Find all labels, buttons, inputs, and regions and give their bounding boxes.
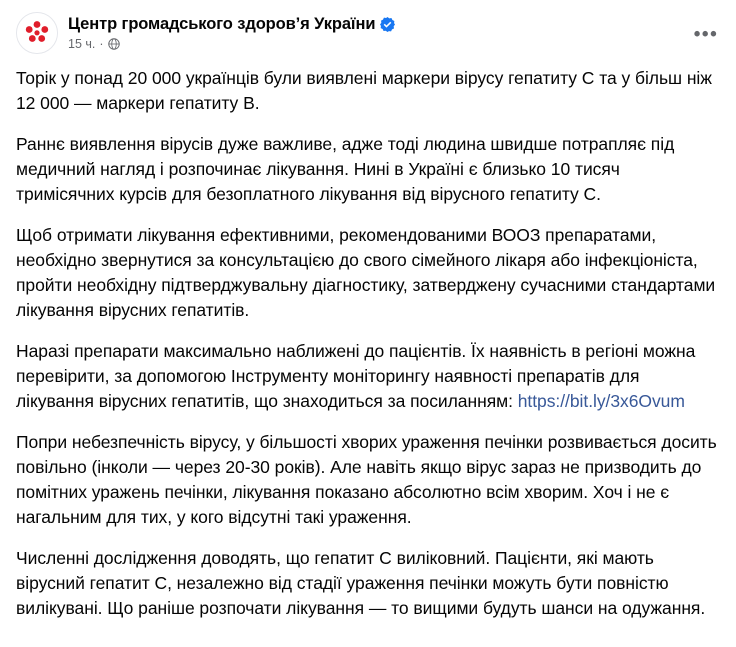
post-paragraph-5: Попри небезпечність вірусу, у більшості хворих ураження печінки розвивається досить повільно (інколи — через 20-30 років). Але навіть якщо вірус зараз не призводить до помітних уражень печінки, лікування показано абсолютно всім хворим. Хоч і не є нагальним для тих, у кого відсутні такі ураження. [16, 432, 717, 527]
post-paragraph-2: Раннє виявлення вірусів дуже важливе, адже тоді людина швидше потрапляє під медичний нагляд і розпочинає лікування. Нині в Україні є близько 10 тисяч тримісячних курсів для безоплатного лікування від вірусного гепатиту С. [16, 134, 675, 204]
meta-separator: · [99, 37, 104, 51]
author-row [68, 14, 395, 34]
verified-badge-icon [380, 17, 395, 32]
organization-logo-avatar-icon [17, 13, 57, 53]
post-paragraph-with-link [16, 339, 720, 414]
post-meta [68, 36, 395, 52]
post-body [0, 58, 736, 621]
post-paragraph-6: Численні дослідження доводять, що гепатит С виліковний. Пацієнти, які мають вірусний гепатит С, незалежно від стадії ураження печінки можуть бути повністю вилікувані. Що раніше розпочати лікування — то вищими будуть шанси на одужання. [16, 548, 706, 618]
globe-public-icon [108, 38, 120, 50]
post-timestamp[interactable]: 15 ч. [68, 37, 96, 51]
post-more-options-button[interactable]: ••• [693, 23, 719, 45]
post-paragraph-1: Торік у понад 20 000 українців були виявлені маркери вірусу гепатиту С та у більш ніж 12 000 — маркери гепатиту B. [16, 68, 712, 113]
post-header-text [68, 12, 395, 53]
post-external-link[interactable]: https://bit.ly/3x6Ovum [517, 391, 685, 411]
page-name[interactable]: Центр громадського здоров’я України [68, 15, 376, 33]
post-paragraph-3: Щоб отримати лікування ефективними, рекомендованими ВООЗ препаратами, необхідно звернутися за консультацією до свого сімейного лікаря або інфекціоніста, пройти необхідну підтверджувальну діагностику, затверджену сучасними стандартами лікування вірусних гепатитів. [16, 225, 716, 320]
avatar[interactable] [16, 12, 58, 54]
paragraph-link-text-before: Наразі препарати максимально наближені до пацієнтів. Їх наявність в регіоні можна перевірити, за допомогою Інструменту моніторингу наявності препаратів для лікування вірусних гепатитів, що знаходиться за посиланням: [16, 341, 696, 411]
post-header [0, 0, 736, 58]
